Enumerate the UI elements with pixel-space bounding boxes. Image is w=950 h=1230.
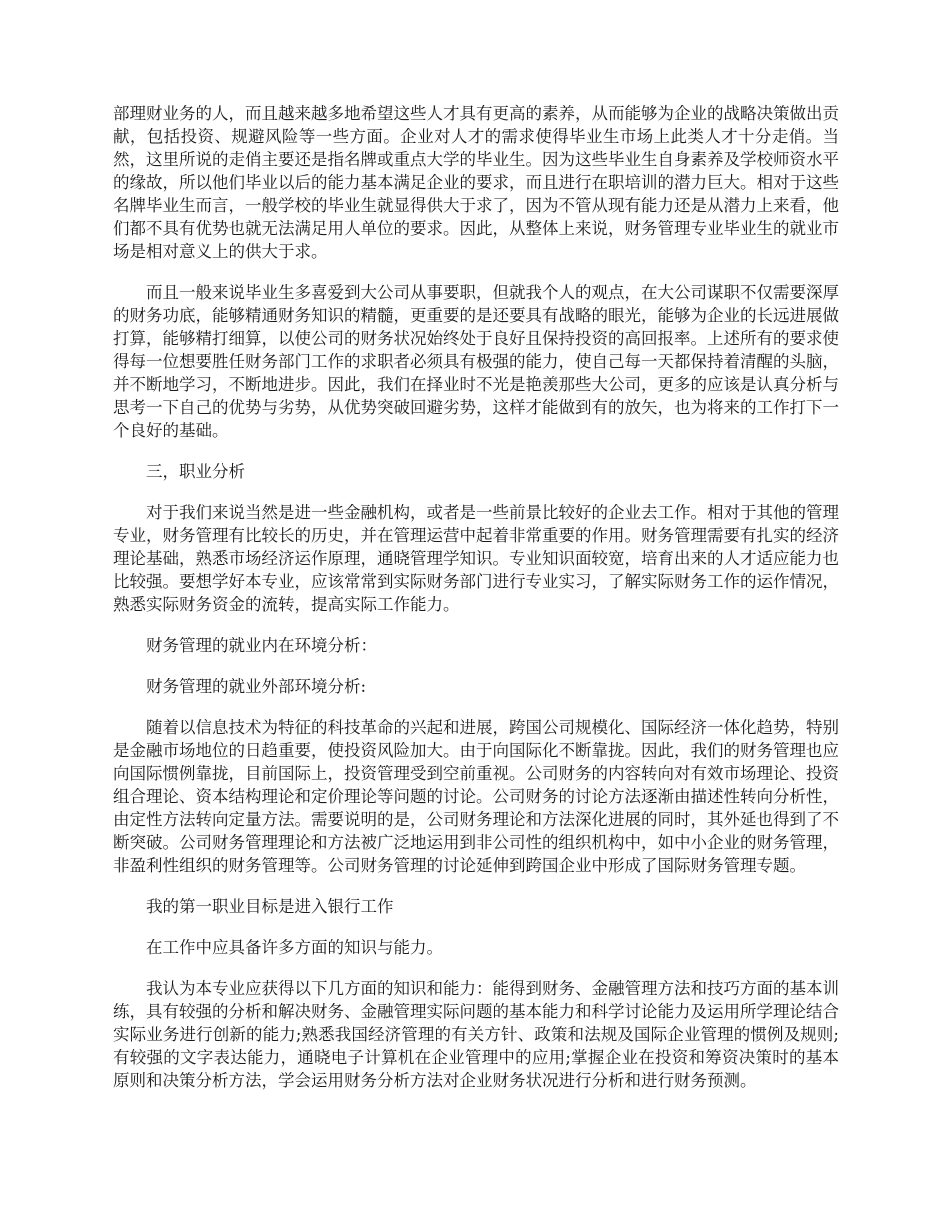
paragraph-continuation: 部理财业务的人，而且越来越多地希望这些人才具有更高的素养，从而能够为企业的战略决策做出贡献，包括投资、规避风险等一些方面。企业对人才的需求使得毕业生市场上此类人才十分走俏。当然，这里所说的走俏主要还是指名牌或重点大学的毕业生。因为这些毕业生自身素养及学校师资水平的缘故，所以他们毕业以后的能力基本满足企业的要求，而且进行在职培训的潜力巨大。相对于这些名牌毕业生而言，一般学校的毕业生就显得供大于求了，因为不管从现有能力还是从潜力上来看，他们都不具有优势也就无法满足用人单位的要求。因此，从整体上来说，财务管理专业毕业生的就业市场是相对意义上的供大于求。 xyxy=(113,104,839,261)
section-heading-career-analysis: 三，职业分析 xyxy=(146,462,245,481)
document-body xyxy=(113,102,839,1110)
paragraph-financial-institutions: 对于我们来说当然是进一些金融机构，或者是一些前景比较好的企业去工作。相对于其他的管理专业，财务管理有比较长的历史，并在管理运营中起着非常重要的作用。财务管理需要有扎实的经济理论基础，熟悉市场经济运作原理，通晓管理学知识。专业知识面较宽，培育出来的人才适应能力也比较强。要想学好本专业，应该常常到实际财务部门进行专业实习，了解实际财务工作的运作情况，熟悉实际财务资金的流转，提高实际工作能力。 xyxy=(113,503,839,614)
paragraph-knowledge-skills: 我认为本专业应获得以下几方面的知识和能力：能得到财务、金融管理方法和技巧方面的基本训练，具有较强的分析和解决财务、金融管理实际问题的基本能力和科学讨论能力及运用所学理论结合实际业务进行创新的能力;熟悉我国经济管理的有关方针、政策和法规及国际企业管理的惯例及规则;有较强的文字表达能力，通晓电子计算机在企业管理中的应用;掌握企业在投资和筹资决策时的基本原则和决策分析方法，学会运用财务分析方法对企业财务状况进行分析和进行财务预测。 xyxy=(113,979,839,1090)
paragraph-large-company: 而且一般来说毕业生多喜爱到大公司从事要职，但就我个人的观点，在大公司谋职不仅需要深厚的财务功底，能够精通财务知识的精髓，更重要的是还要具有战略的眼光，能够为企业的长远进展做打算，能够精打细算，以使公司的财务状况始终处于良好且保持投资的高回报率。上述所有的要求使得每一位想要胜任财务部门工作的求职者必须具有极强的能力，使自己每一天都保持着清醒的头脑，并不断地学习，不断地进步。因此，我们在择业时不光是艳羡那些大公司，更多的应该是认真分析与思考一下自己的优势与劣势，从优势突破回避劣势，这样才能做到有的放矢，也为将来的工作打下一个良好的基础。 xyxy=(113,283,839,440)
paragraph-required-abilities: 在工作中应具备许多方面的知识与能力。 xyxy=(146,938,443,957)
paragraph-career-goal: 我的第一职业目标是进入银行工作 xyxy=(146,897,394,916)
subheading-external-environment: 财务管理的就业外部环境分析: xyxy=(146,677,367,696)
subheading-internal-environment: 财务管理的就业内在环境分析： xyxy=(146,636,377,655)
paragraph-internationalization: 随着以信息技术为特征的科技革命的兴起和进展，跨国公司规模化、国际经济一体化趋势，特别是金融市场地位的日趋重要，使投资风险加大。由于向国际化不断靠拢。因此，我们的财务管理也应向国际惯例靠拢，目前国际上，投资管理受到空前重视。公司财务的内容转向对有效市场理论、投资组合理论、资本结构理论和定价理论等问题的讨论。公司财务的讨论方法逐渐由描述性转向分析性，由定性方法转向定量方法。需要说明的是，公司财务理论和方法深化进展的同时，其外延也得到了不断突破。公司财务管理理论和方法被广泛地运用到非公司性的组织机构中，如中小企业的财务管理，非盈利性组织的财务管理等。公司财务管理的讨论延伸到跨国企业中形成了国际财务管理专题。 xyxy=(113,718,839,875)
